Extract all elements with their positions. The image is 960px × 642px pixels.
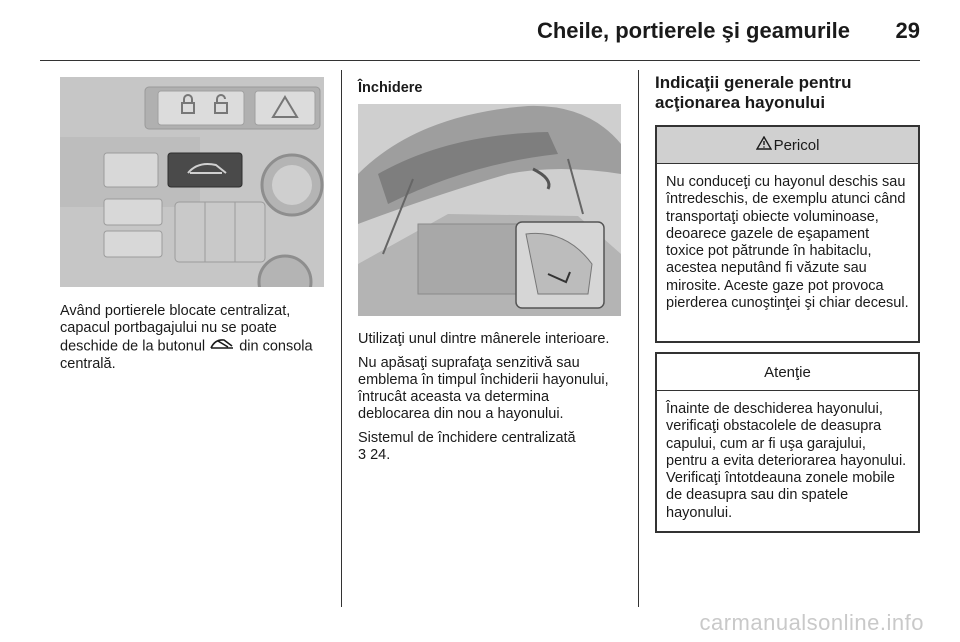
danger-notice-text: Nu conduceţi cu hayonul deschis sau întredeschis, de exemplu atunci când transportaţi obiecte voluminoase, deoarece gazele de eşapament toxice pot pătrunde în habitaclu, acestea neputând fi văzute sau mirosite. Aceste gaze pot provoca pierderea cunoştinţei şi chiar decesul. (666, 174, 909, 312)
tailgate-illustration (358, 104, 621, 316)
warning-triangle-icon (756, 136, 772, 154)
left-text-before-icon: Având portierele blocate centralizat, capacul portbagajului nu se poate deschide de la butonul (60, 303, 291, 355)
caution-notice-title: Atenţie (764, 363, 811, 381)
danger-notice-header (657, 127, 918, 164)
left-paragraph (60, 303, 325, 373)
header-rule (40, 60, 920, 61)
column-divider-1 (341, 70, 342, 607)
danger-notice-title: Pericol (773, 136, 820, 154)
caution-notice (655, 352, 920, 533)
caution-notice-header (657, 354, 918, 391)
left-text-after-icon: din consola centrală. (60, 338, 313, 372)
watermark: carmanualsonline.info (699, 610, 924, 635)
danger-notice (655, 125, 920, 343)
middle-heading: Închidere (358, 80, 423, 96)
column-divider-2 (638, 70, 639, 607)
right-heading: Indicaţii generale pentru acţionarea hayonului (655, 73, 852, 112)
middle-paragraph-1: Utilizaţi unul dintre mânerele interioare. (358, 331, 610, 347)
tailgate-photo (358, 104, 621, 316)
middle-column-text (358, 331, 620, 464)
middle-paragraph-3-text: Sistemul de închidere centralizată (358, 430, 576, 446)
page-reference: 3 24. (358, 447, 391, 463)
left-column-text (60, 303, 325, 380)
console-illustration (60, 77, 324, 287)
middle-paragraph-3 (358, 430, 620, 464)
caution-notice-text: Înainte de deschiderea hayonului, verificaţi obstacolele de deasupra capului, cum ar fi uşa garajului, pentru a evita deteriorarea hayonului. Verificaţi întotdeauna zonele mobile de deasupra sau din spatele hayonului. (666, 401, 907, 521)
car-tailgate-icon (209, 337, 235, 356)
console-button-photo (60, 77, 324, 287)
middle-paragraph-2: Nu apăsaţi suprafaţa senzitivă sau emblema în timpul închiderii hayonului, întrucât aceasta va determina deblocarea din nou a hayonului. (358, 355, 609, 422)
page-header-title: Cheile, portierele şi geamurile (536, 18, 850, 43)
page-number: 29 (895, 18, 920, 43)
